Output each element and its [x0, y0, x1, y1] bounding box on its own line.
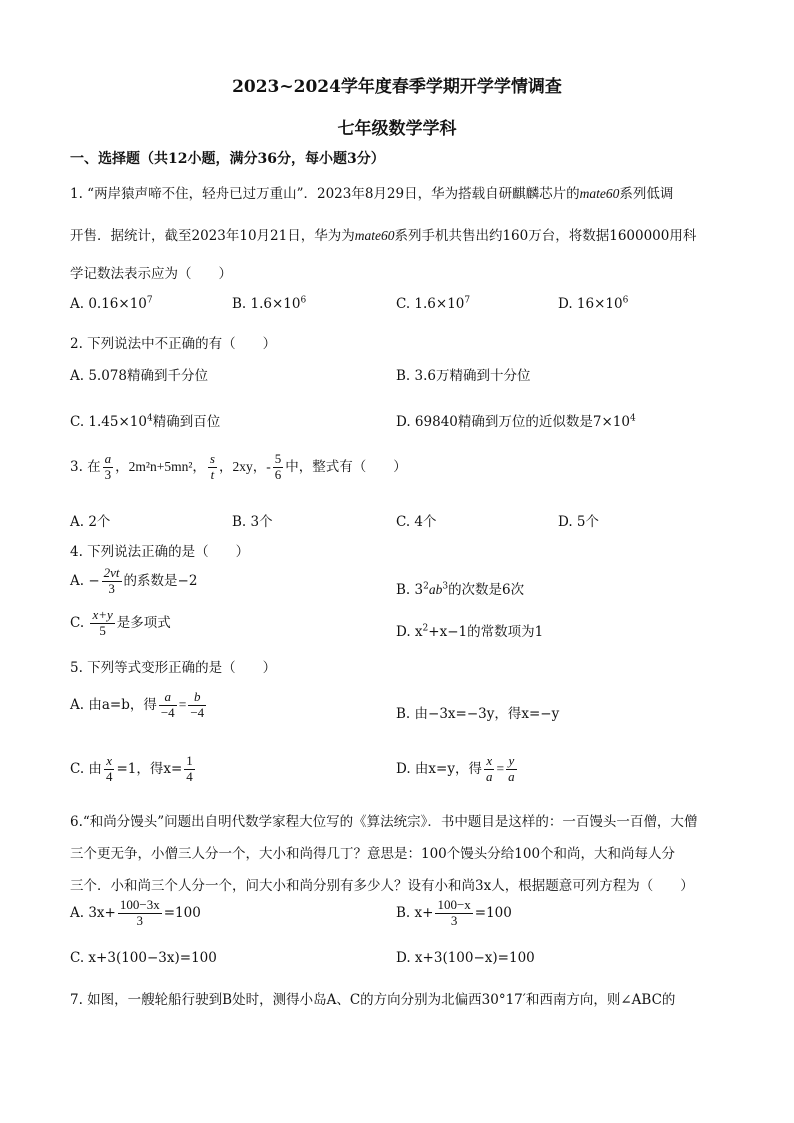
- q4-option-c: C. $\frac{x+y}{5}$ 是多项式: [70, 607, 171, 638]
- fraction: $\frac{1}{4}$: [186, 753, 193, 784]
- q5-option-a: A. 由a=b，得 $\frac{a}{-4}$ = $\frac{b}{-4}$: [70, 689, 205, 720]
- page-title: 2023~2024学年度春季学期开学学情调查: [232, 77, 562, 97]
- q1-option-c: C. $1.6\times 10^7$: [396, 295, 471, 312]
- fraction: $\frac{100-x}{3}$: [437, 897, 471, 928]
- q1-option-b: B. $1.6\times 10^6$: [232, 295, 307, 312]
- q2-option-d: D. 69840精确到万位的近似数是$7\times 10^4$: [396, 413, 636, 430]
- fraction: $\frac{x+y}{5}$: [92, 607, 113, 638]
- fraction: $\frac{y}{a}$: [508, 753, 515, 784]
- q2-stem: 2. 下列说法中不正确的有（ ）: [70, 336, 277, 352]
- fraction: $\frac{5}{6}$: [274, 451, 282, 482]
- fraction: $\frac{a}{3}$: [104, 451, 112, 482]
- q1-line3: 学记数法表示应为（ ）: [70, 266, 232, 282]
- q3-option-c: C. 4个: [396, 514, 437, 530]
- q4-option-d: D. $x^2+x-1$的常数项为1: [396, 623, 544, 640]
- q1-option-d: D. $16\times 10^6$: [558, 295, 629, 312]
- q1-line2: 开售．据统计，截至2023年10月21日，华为为mate60系列手机共售出约160万台，将数据1600000用科: [70, 228, 697, 244]
- q6-option-d: D. x+3(100−x)=100: [396, 950, 535, 966]
- q6-option-a: A. 3x+ $\frac{100-3x}{3}$ =100: [70, 897, 201, 928]
- q5-option-c: C. 由 $\frac{x}{4}$ =1，得x= $\frac{1}{4}$: [70, 753, 193, 784]
- q6-line1: 6.“和尚分馒头”问题出自明代数学家程大位写的《算法统宗》．书中题目是这样的：一百馒头一百僧，大僧: [70, 814, 698, 830]
- q2-option-c: C. $1.45\times 10^4$精确到百位: [70, 413, 221, 430]
- fraction: $\frac{a}{-4}$: [160, 689, 175, 720]
- fraction: $\frac{x}{4}$: [105, 753, 113, 784]
- q4-stem: 4. 下列说法正确的是（ ）: [70, 544, 250, 560]
- q1-option-a: A. $0.16\times 10^7$: [70, 295, 153, 312]
- q3-option-d: D. 5个: [558, 514, 600, 530]
- q2-option-a: A. 5.078精确到千分位: [70, 368, 208, 384]
- q5-option-d: D. 由x=y，得 $\frac{x}{a}$ = $\frac{y}{a}$: [396, 753, 515, 784]
- q4-option-a: A. − $\frac{2vt}{3}$ 的系数是−2: [70, 565, 198, 596]
- q5-stem: 5. 下列等式变形正确的是（ ）: [70, 660, 277, 676]
- section-heading: 一、选择题（共12小题，满分36分，每小题3分）: [70, 151, 385, 167]
- q6-option-b: B. x+ $\frac{100-x}{3}$ =100: [396, 897, 512, 928]
- q2-option-b: B. 3.6万精确到十分位: [396, 368, 531, 384]
- q5-option-b: B. 由−3x=−3y，得x=−y: [396, 706, 560, 722]
- fraction: $\frac{b}{-4}$: [190, 689, 205, 720]
- q6-line3: 三个．小和尚三个人分一个，问大小和尚分别有多少人？设有小和尚3x人，根据题意可列方程为（ ）: [70, 878, 694, 894]
- fraction: $\frac{x}{a}$: [485, 753, 493, 784]
- fraction: $\frac{100-3x}{3}$: [119, 897, 160, 928]
- q4-option-b: B. $3^2ab^3$的次数是6次: [396, 581, 525, 598]
- q3-option-a: A. 2个: [70, 514, 111, 530]
- q6-option-c: C. x+3(100−3x)=100: [70, 950, 217, 966]
- q7-line1: 7. 如图，一艘轮船行驶到B处时，测得小岛A、C的方向分别为北偏西30°17′和西南方向，则∠ABC的: [70, 992, 676, 1008]
- q3-stem: 3. 在 $\frac{a}{3}$ ，2m²n+5mn²， $\frac{s}{t}$ ，2xy，- $\frac{5}{6}$ 中，整式有（ ）: [70, 451, 407, 482]
- q1-line1: 1. “两岸猿声啼不住，轻舟已过万重山”．2023年8月29日，华为搭载自研麒麟芯片的mate60系列低调: [70, 186, 674, 202]
- fraction: $\frac{s}{t}$: [209, 451, 215, 482]
- q3-option-b: B. 3个: [232, 514, 273, 530]
- page-subtitle: 七年级数学学科: [337, 119, 457, 139]
- q6-line2: 三个更无争，小僧三人分一个，大小和尚得几丁？意思是：100个馒头分给100个和尚，大和尚每人分: [70, 846, 676, 862]
- fraction: $\frac{2vt}{3}$: [103, 565, 120, 596]
